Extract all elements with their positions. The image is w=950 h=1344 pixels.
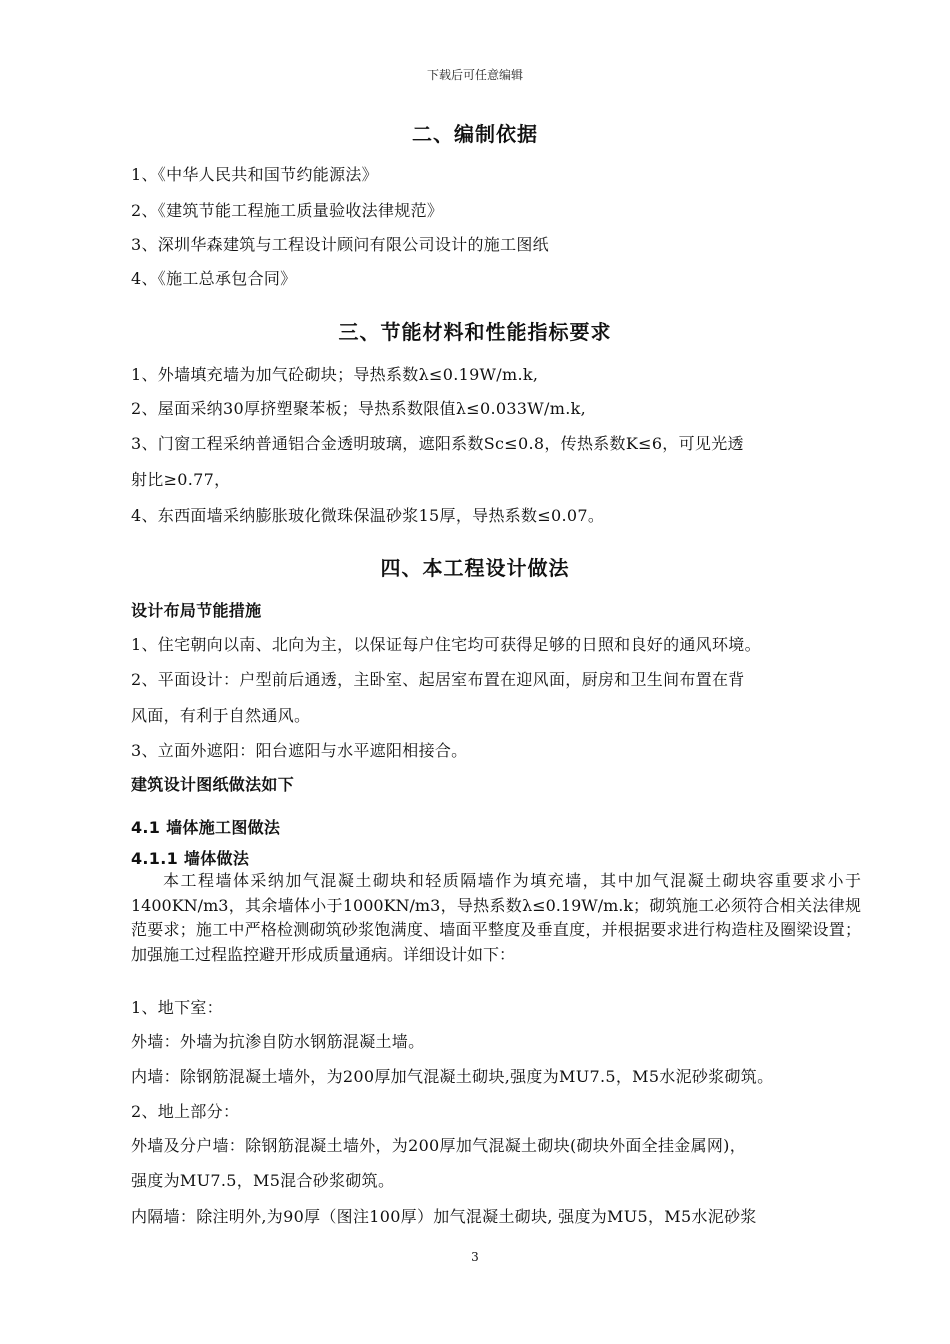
list-item: 4、东西面墙采纳膨胀玻化微珠保温砂浆15厚，导热系数≤0.07。: [131, 506, 605, 525]
list-item: 4、《施工总承包合同》: [131, 269, 297, 288]
list-item: 2、屋面采纳30厚挤塑聚苯板；导热系数限值λ≤0.033W/m.k,: [131, 399, 586, 418]
list-item: 3、立面外遮阳：阳台遮阳与水平遮阳相接合。: [131, 741, 468, 760]
list-item: 外墙及分户墙：除钢筋混凝土墙外，为200厚加气混凝土砌块(砌块外面全挂金属网)，: [131, 1136, 747, 1155]
list-item: 3、深圳华森建筑与工程设计顾问有限公司设计的施工图纸: [131, 235, 549, 254]
section-title-materials: 三、节能材料和性能指标要求: [338, 320, 612, 344]
body-paragraph: 本工程墙体采纳加气混凝土砌块和轻质隔墙作为填充墙，其中加气混凝土砌块容重要求小于1400KN/m3，其余墙体小于1000KN/m3，导热系数λ≤0.19W/m.k；砌筑施工必须符合相关法律规范要求；施工中严格检测砌筑砂浆饱满度、墙面平整度及垂直度，并根据要求进行构造柱及圈梁设置；加强施工过程监控避开形成质量通病。详细设计如下：: [131, 871, 861, 964]
list-item: 2、平面设计：户型前后通透，主卧室、起居室布置在迎风面，厨房和卫生间布置在背: [131, 670, 745, 689]
subsection-title: 4.1.1 墙体做法: [131, 849, 250, 868]
list-item: 内隔墙：除注明外,为90厚（图注100厚）加气混凝土砌块, 强度为MU5，M5水泥砂浆: [131, 1207, 757, 1226]
list-item: 风面，有利于自然通风。: [131, 706, 311, 725]
subheading: 设计布局节能措施: [131, 601, 262, 620]
list-item: 外墙：外墙为抗渗自防水钢筋混凝土墙。: [131, 1032, 425, 1051]
subsection-title: 4.1 墙体施工图做法: [131, 818, 281, 837]
page-header: 下载后可任意编辑: [426, 68, 523, 82]
subheading: 建筑设计图纸做法如下: [131, 775, 295, 794]
list-item: 2、《建筑节能工程施工质量验收法律规范》: [131, 201, 444, 220]
list-item: 1、住宅朝向以南、北向为主，以保证每户住宅均可获得足够的日照和良好的通风环境。: [131, 635, 761, 654]
page-number: 3: [471, 1250, 479, 1264]
list-item: 强度为MU7.5，M5混合砂浆砌筑。: [131, 1171, 395, 1190]
list-item: 1、地下室：: [131, 998, 223, 1017]
list-item: 内墙：除钢筋混凝土墙外，为200厚加气混凝土砌块,强度为MU7.5，M5水泥砂浆砌筑。: [131, 1067, 774, 1086]
list-item: 2、地上部分：: [131, 1102, 240, 1121]
list-item: 1、外墙填充墙为加气砼砌块；导热系数λ≤0.19W/m.k,: [131, 365, 539, 384]
list-item: 1、《中华人民共和国节约能源法》: [131, 165, 378, 184]
list-item: 3、门窗工程采纳普通铝合金透明玻璃，遮阳系数Sc≤0.8，传热系数K≤6，可见光透: [131, 434, 744, 453]
section-title-basis: 二、编制依据: [412, 122, 538, 146]
list-item: 射比≥0.77，: [131, 470, 231, 489]
section-title-design: 四、本工程设计做法: [380, 556, 570, 580]
